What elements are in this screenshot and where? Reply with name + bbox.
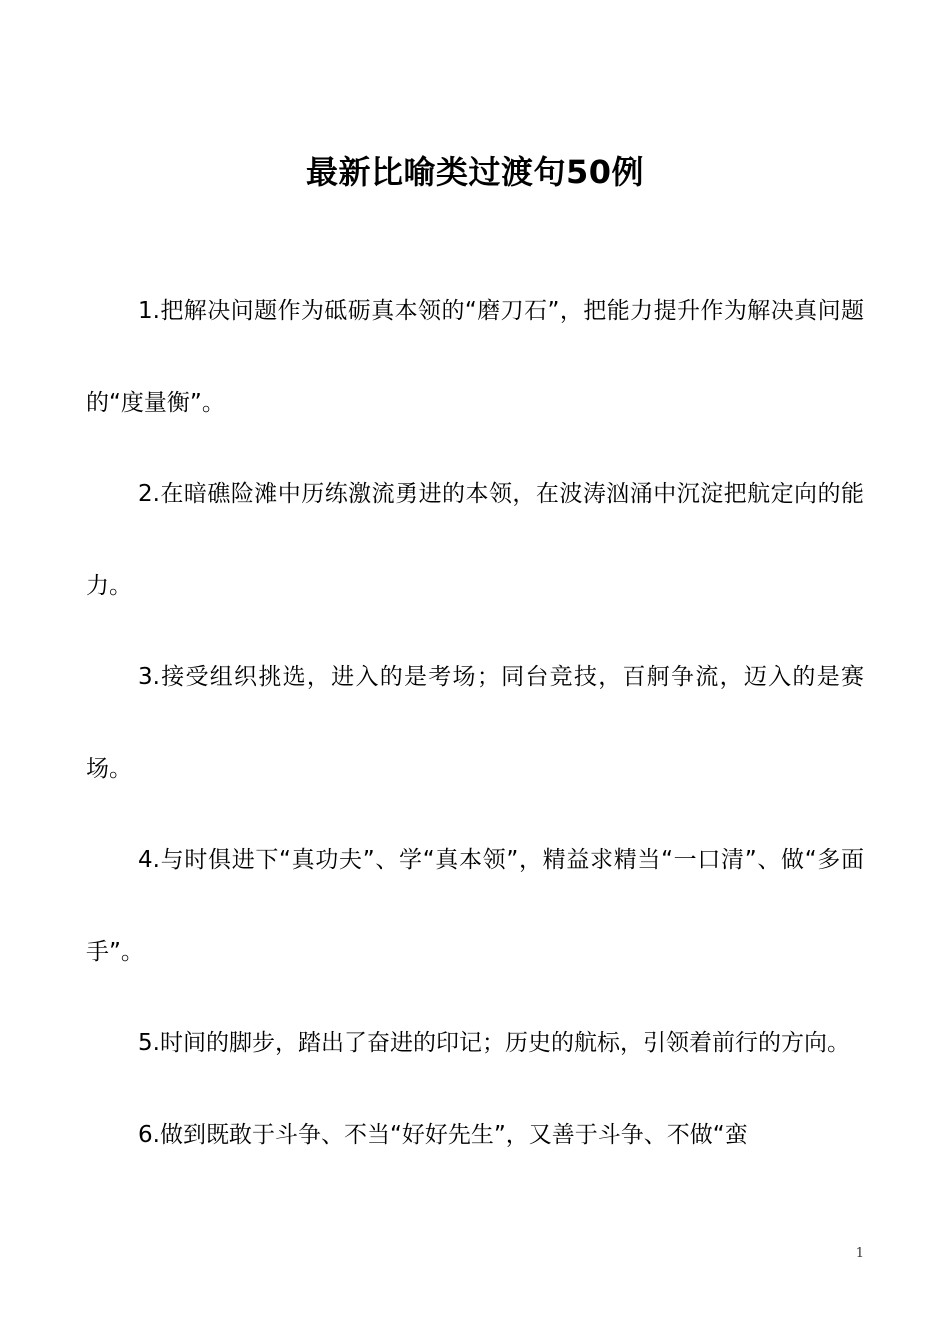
document-title: 最新比喻类过渡句50例	[305, 153, 645, 191]
list-item: 4.与时俱进下“真功夫”、学“真本领”，精益求精当“一口清”、做“多面手”。	[86, 847, 864, 965]
list-item: 5.时间的脚步，踏出了奋进的印记；历史的航标，引领着前行的方向。	[138, 1030, 850, 1056]
page-number: 1	[855, 1246, 864, 1261]
list-item: 6.做到既敢于斗争、不当“好好先生”，又善于斗争、不做“蛮	[138, 1121, 748, 1148]
document-body	[86, 266, 864, 1181]
list-item: 2.在暗礁险滩中历练激流勇进的本领，在波涛汹涌中沉淀把航定向的能力。	[86, 481, 864, 599]
list-item: 1.把解决问题作为砥砺真本领的“磨刀石”，把能力提升作为解决真问题的“度量衡”。	[86, 298, 864, 416]
list-item: 3.接受组织挑选，进入的是考场；同台竞技，百舸争流，迈入的是赛场。	[86, 664, 864, 782]
